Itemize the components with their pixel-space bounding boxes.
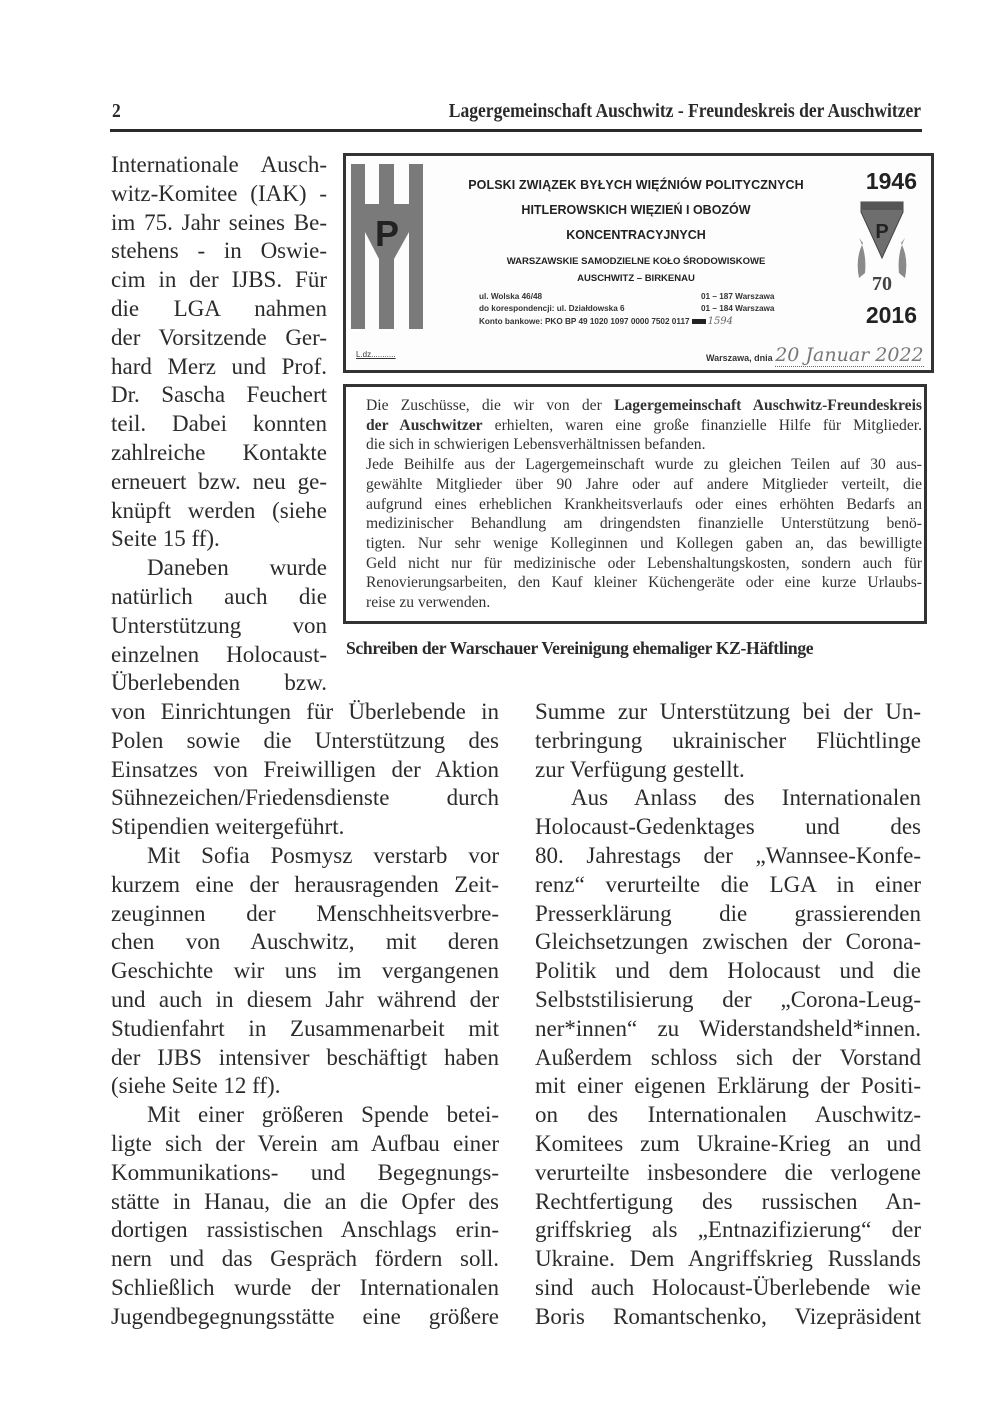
text-line: Mit einer größeren Spende betei-: [147, 1102, 499, 1128]
running-title: Lagergemeinschaft Auschwitz - Freundeskreis der Auschwitzer: [448, 101, 922, 122]
text-line: Gleichsetzungen zwischen der Corona-: [535, 929, 921, 955]
text-line: erneuert bzw. neu ge-: [111, 468, 327, 494]
quote-text-run: Geld nicht nur für medizinische oder Lebenshaltungskosten, sondern auch für: [366, 554, 922, 572]
address-line-2: do korespondencji: ul. Działdowska 6: [479, 304, 625, 313]
date-label: Warszawa, dnia: [706, 353, 773, 363]
text-line: Außerdem schloss sich der Vorstand: [535, 1044, 921, 1070]
text-line: stätte in Hanau, die an die Opfer des: [111, 1188, 499, 1214]
ldz-field: L.dz...........: [356, 350, 396, 359]
text-line: Daneben wurde: [147, 555, 327, 581]
text-line: witz-Komitee (IAK) -: [111, 180, 327, 206]
page-number: 2: [112, 101, 121, 122]
text-line: Selbststilisierung der „Corona-Leug-: [535, 986, 921, 1012]
text-line: chen von Auschwitz, mit deren: [111, 929, 499, 955]
quote-line: [366, 514, 922, 534]
text-line: Politik und dem Holocaust und die: [535, 958, 921, 984]
text-line: Jugendbegegnungsstätte eine größere: [111, 1303, 499, 1329]
text-line: im 75. Jahr seines Be-: [111, 209, 327, 235]
quote-line: [366, 455, 922, 475]
quote-text: [366, 396, 922, 613]
text-line: Kommunikations- und Begegnungs-: [111, 1159, 499, 1185]
org-subtitle-2: AUSCHWITZ – BIRKENAU: [577, 273, 695, 284]
address-line-1: ul. Wolska 46/48: [479, 292, 543, 301]
letterhead-image: [343, 153, 934, 373]
org-name-line-2: HITLEROWSKICH WIĘZIEŃ I OBOZÓW: [521, 203, 751, 217]
quote-line: [366, 435, 922, 455]
text-line: Rechtfertigung des russischen An-: [535, 1188, 921, 1214]
text-line: hard Merz und Prof.: [111, 353, 327, 379]
quote-text-run: Renovierungsarbeiten, den Kauf kleiner Küchengeräte oder eine kurze Urlaubs-: [366, 574, 922, 592]
text-line: Presserklärung die grassierenden: [535, 900, 921, 926]
quote-line: [366, 593, 922, 613]
text-line: Aus Anlass des Internationalen: [571, 785, 921, 811]
text-line: nern und das Gespräch fördern soll.: [111, 1246, 499, 1272]
text-line: einzelnen Holocaust-: [111, 641, 327, 667]
quote-line: [366, 416, 922, 436]
bank-account-handwritten: 1594: [707, 316, 734, 327]
text-line: von Einrichtungen für Überlebende in: [111, 699, 499, 724]
text-line: Summe zur Unterstützung bei der Un-: [535, 699, 921, 724]
quote-text-run: tigten. Nur sehr wenige Kolleginnen und Kollegen gaben an, das bewilligte: [366, 534, 922, 552]
text-line: verurteilte insbesondere die verlogene: [535, 1159, 921, 1185]
text-line: cim in der IJBS. Für: [111, 267, 327, 293]
quote-text-run: die sich in schwierigen Lebensverhältnissen befanden.: [366, 436, 706, 454]
left-column: [111, 698, 499, 1332]
text-line: ligte sich der Verein am Aufbau einer: [111, 1130, 499, 1156]
text-line: Einsatzes von Freiwilligen der Aktion: [111, 756, 499, 782]
text-line: zur Verfügung gestellt.: [535, 756, 745, 782]
text-line: Holocaust-Gedenktages und des: [535, 814, 921, 840]
text-line: (siehe Seite 12 ff).: [111, 1073, 281, 1099]
quote-line: [366, 475, 922, 495]
quote-text-run: gewählte Mitglieder über 90 Jahre oder auf andere Mitglieder verteilt, die: [366, 475, 922, 493]
text-line: on des Internationalen Auschwitz-: [535, 1102, 921, 1128]
org-name-line-3: KONCENTRACYJNYCH: [566, 228, 706, 242]
quote-text-run: Die Zuschüsse, die wir von der: [366, 397, 615, 414]
text-line: und auch in diesem Jahr während der: [111, 986, 499, 1012]
text-line: die LGA nahmen: [111, 295, 327, 321]
text-line: Internationale Ausch-: [111, 152, 327, 177]
quote-line: [366, 396, 922, 416]
address-line-1-city: 01 – 187 Warszawa: [701, 292, 775, 301]
quote-bold-text: der Auschwitzer: [366, 416, 483, 434]
quote-text-run: aufgrund eines erheblichen Krankheitsverlaufs oder eines erhöhten Bedarfs an: [366, 495, 922, 513]
year-end: 2016: [865, 302, 917, 328]
quote-text-run: medizinischer Behandlung am dringendsten finanzielle Unterstützung benö-: [366, 515, 922, 533]
text-line: griffskrieg als „Entnazifizierung“ der: [535, 1217, 921, 1243]
text-line: 80. Jahrestags der „Wannsee-Konfe-: [535, 842, 921, 868]
text-line: sind auch Holocaust-Überlebende wie: [535, 1274, 921, 1300]
text-line: Seite 15 ff).: [111, 526, 220, 552]
text-line: Stipendien weitergeführt.: [111, 814, 345, 840]
text-line: zahlreiche Kontakte: [111, 439, 327, 465]
header-rule: [110, 129, 922, 132]
text-line: der IJBS intensiver beschäftigt haben: [111, 1044, 499, 1070]
svg-text:P: P: [374, 213, 400, 254]
text-line: renz“ verurteilte die LGA in einer: [535, 871, 921, 897]
text-line: Polen sowie die Unterstützung des: [111, 727, 499, 753]
text-line: teil. Dabei konnten: [111, 411, 327, 437]
bank-account-text: Konto bankowe: PKO BP 49 1020 1097 0000 7502 0117: [479, 317, 690, 326]
text-line: Schließlich wurde der Internationalen: [111, 1274, 499, 1300]
text-line: Boris Romantschenko, Vizepräsident: [535, 1303, 921, 1329]
org-subtitle-1: WARSZAWSKIE SAMODZIELNE KOŁO ŚRODOWISKOWE: [506, 256, 766, 267]
figure-caption: Schreiben der Warschauer Vereinigung ehemaliger KZ-Häftlinge: [346, 638, 814, 658]
intro-column: [111, 151, 327, 698]
svg-text:P: P: [875, 221, 889, 243]
address-line-2-city: 01 – 184 Warszawa: [701, 304, 775, 313]
quote-text-run: erhielten, waren eine große finanzielle Hilfe für Mitglieder.: [482, 416, 923, 434]
quote-line: [366, 554, 922, 574]
quote-text-run: reise zu verwenden.: [366, 594, 491, 612]
date-handwritten: 20 Januar 2022: [775, 344, 924, 366]
svg-text:70: 70: [872, 273, 892, 295]
quote-line: [366, 573, 922, 593]
text-line: kurzem eine der herausragenden Zeit-: [111, 871, 499, 897]
text-line: dortigen rassistischen Anschlags erin-: [111, 1217, 499, 1243]
text-line: Mit Sofia Posmysz verstarb vor: [147, 842, 499, 868]
text-line: zeuginnen der Menschheitsverbre-: [111, 900, 499, 926]
text-line: ner*innen“ zu Widerstandsheld*innen.: [535, 1015, 921, 1041]
quote-line: [366, 534, 922, 554]
quote-line: [366, 495, 922, 515]
text-line: der Vorsitzende Ger-: [111, 324, 327, 350]
right-column: [535, 698, 921, 1332]
text-line: stehens - in Oswie-: [111, 238, 327, 264]
text-line: knüpft werden (siehe: [111, 497, 327, 523]
date-line: [706, 344, 924, 366]
text-line: terbringung ukrainischer Flüchtlinge: [535, 727, 921, 753]
text-line: Studienfahrt in Zusammenarbeit mit: [111, 1015, 499, 1041]
anniversary-badge-icon: [853, 198, 911, 298]
running-header: [112, 101, 921, 129]
text-line: Sühnezeichen/Friedensdienste durch: [111, 785, 499, 811]
text-line: Geschichte wir uns im vergangenen: [111, 958, 499, 984]
text-line: Dr. Sascha Feuchert: [111, 382, 327, 408]
quote-box: [343, 384, 927, 624]
political-prisoner-p-logo-icon: [351, 164, 423, 329]
quote-bold-text: Lagergemeinschaft Auschwitz-Freundeskreis: [614, 397, 922, 414]
year-start: 1946: [865, 168, 917, 194]
text-line: Komitees zum Ukraine-Krieg an und: [535, 1130, 921, 1156]
text-line: Ukraine. Dem Angriffskrieg Russlands: [535, 1246, 921, 1272]
bank-account: [479, 316, 733, 327]
org-name-line-1: POLSKI ZWIĄZEK BYŁYCH WIĘŹNIÓW POLITYCZNYCH: [468, 178, 804, 192]
text-line: Unterstützung von: [111, 612, 327, 638]
quote-text-run: Jede Beihilfe aus der Lagergemeinschaft wurde zu gleichen Teilen auf 30 aus-: [366, 456, 922, 474]
redaction-mark: [692, 319, 706, 324]
text-line: mit einer eigenen Erklärung der Positi-: [535, 1073, 921, 1099]
text-line: natürlich auch die: [111, 583, 327, 609]
text-line: Überlebenden bzw.: [111, 670, 327, 696]
